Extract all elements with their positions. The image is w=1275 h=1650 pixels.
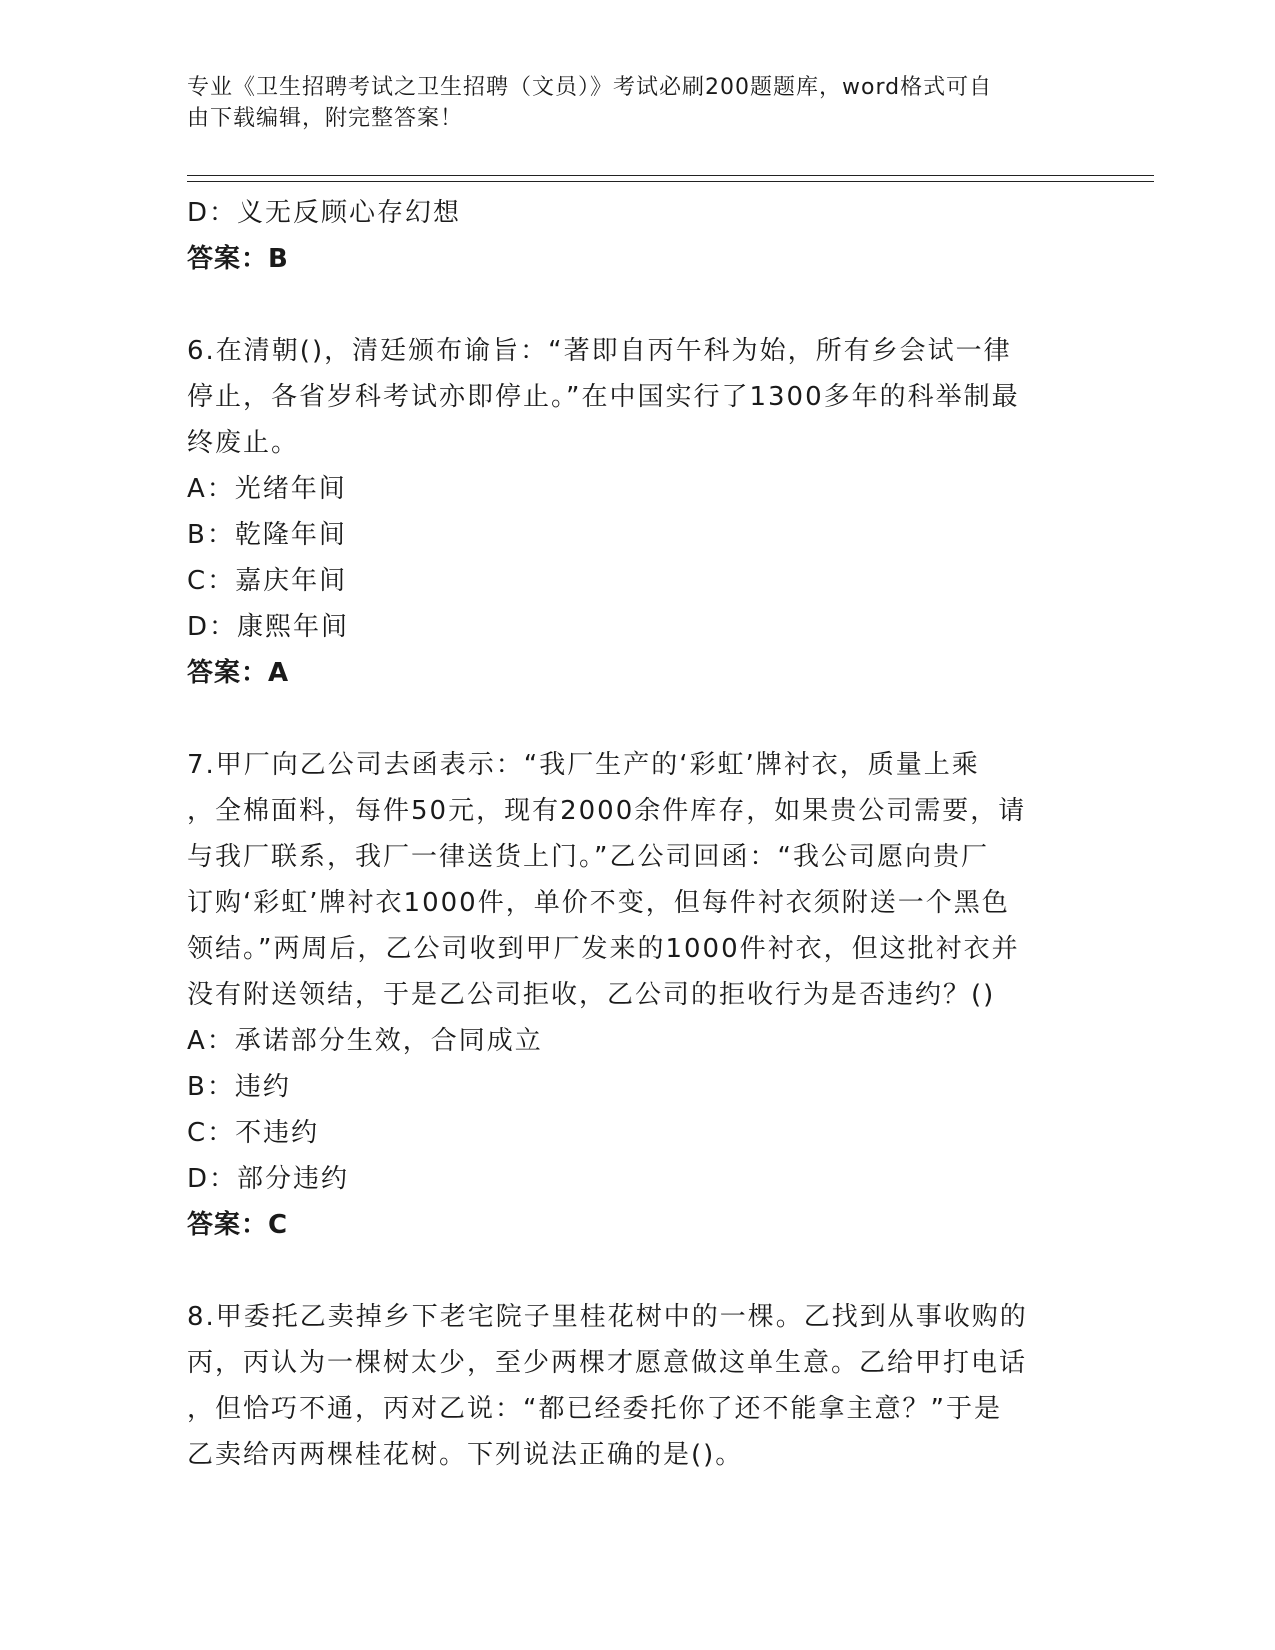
answer: 答案：B [187, 244, 289, 274]
option-c: C：不违约 [187, 1118, 320, 1148]
question-text-line: 订购‘彩虹’牌衬衣1000件，单价不变，但每件衬衣须附送一个黑色 [187, 888, 1010, 918]
question-text-line: 8.甲委托乙卖掉乡下老宅院子里桂花树中的一棵。乙找到从事收购的 [187, 1302, 1028, 1332]
option-b: B：乾隆年间 [187, 520, 347, 550]
question-text-line: 停止，各省岁科考试亦即停止。”在中国实行了1300多年的科举制最 [187, 382, 1020, 412]
question-text-line: 丙，丙认为一棵树太少，至少两棵才愿意做这单生意。乙给甲打电话 [187, 1348, 1028, 1378]
header-divider-bottom [187, 181, 1154, 182]
question-text-line: 终废止。 [187, 428, 300, 458]
question-5-tail [187, 190, 1077, 282]
option-c: C：嘉庆年间 [187, 566, 348, 596]
question-text-line: 没有附送领结，于是乙公司拒收，乙公司的拒收行为是否违约？() [187, 980, 996, 1010]
question-text-line: 领结。”两周后，乙公司收到甲厂发来的1000件衬衣，但这批衬衣并 [187, 934, 1020, 964]
question-text-line: 6.在清朝()，清廷颁布谕旨：“著即自丙午科为始，所有乡会试一律 [187, 336, 1012, 366]
option-b: B：违约 [187, 1072, 291, 1102]
option-d: D：义无反顾心存幻想 [187, 198, 462, 228]
answer: 答案：A [187, 658, 290, 688]
option-d: D：康熙年间 [187, 612, 350, 642]
question-text-line: 与我厂联系，我厂一律送货上门。”乙公司回函：“我公司愿向贵厂 [187, 842, 989, 872]
question-7 [187, 742, 1077, 1248]
option-d: D：部分违约 [187, 1164, 350, 1194]
answer: 答案：C [187, 1210, 289, 1240]
header-title-line-1: 专业《卫生招聘考试之卫生招聘（文员）》考试必刷200题题库，word格式可自 [187, 75, 993, 100]
spacer [187, 1248, 1077, 1294]
question-text-line: 7.甲厂向乙公司去函表示：“我厂生产的‘彩虹’牌衬衣，质量上乘 [187, 750, 980, 780]
document-body [187, 190, 1077, 1478]
header-divider-top [187, 175, 1154, 176]
page-header [187, 72, 1067, 134]
question-6 [187, 328, 1077, 696]
question-8 [187, 1294, 1077, 1478]
option-a: A：光绪年间 [187, 474, 347, 504]
question-text-line: ，但恰巧不通，丙对乙说：“都已经委托你了还不能拿主意？”于是 [187, 1394, 1002, 1424]
question-text-line: 乙卖给丙两棵桂花树。下列说法正确的是()。 [187, 1440, 744, 1470]
spacer [187, 696, 1077, 742]
header-title-line-2: 由下载编辑，附完整答案！ [187, 106, 464, 131]
spacer [187, 282, 1077, 328]
option-a: A：承诺部分生效，合同成立 [187, 1026, 543, 1056]
question-text-line: ，全棉面料，每件50元，现有2000余件库存，如果贵公司需要，请 [187, 796, 1027, 826]
